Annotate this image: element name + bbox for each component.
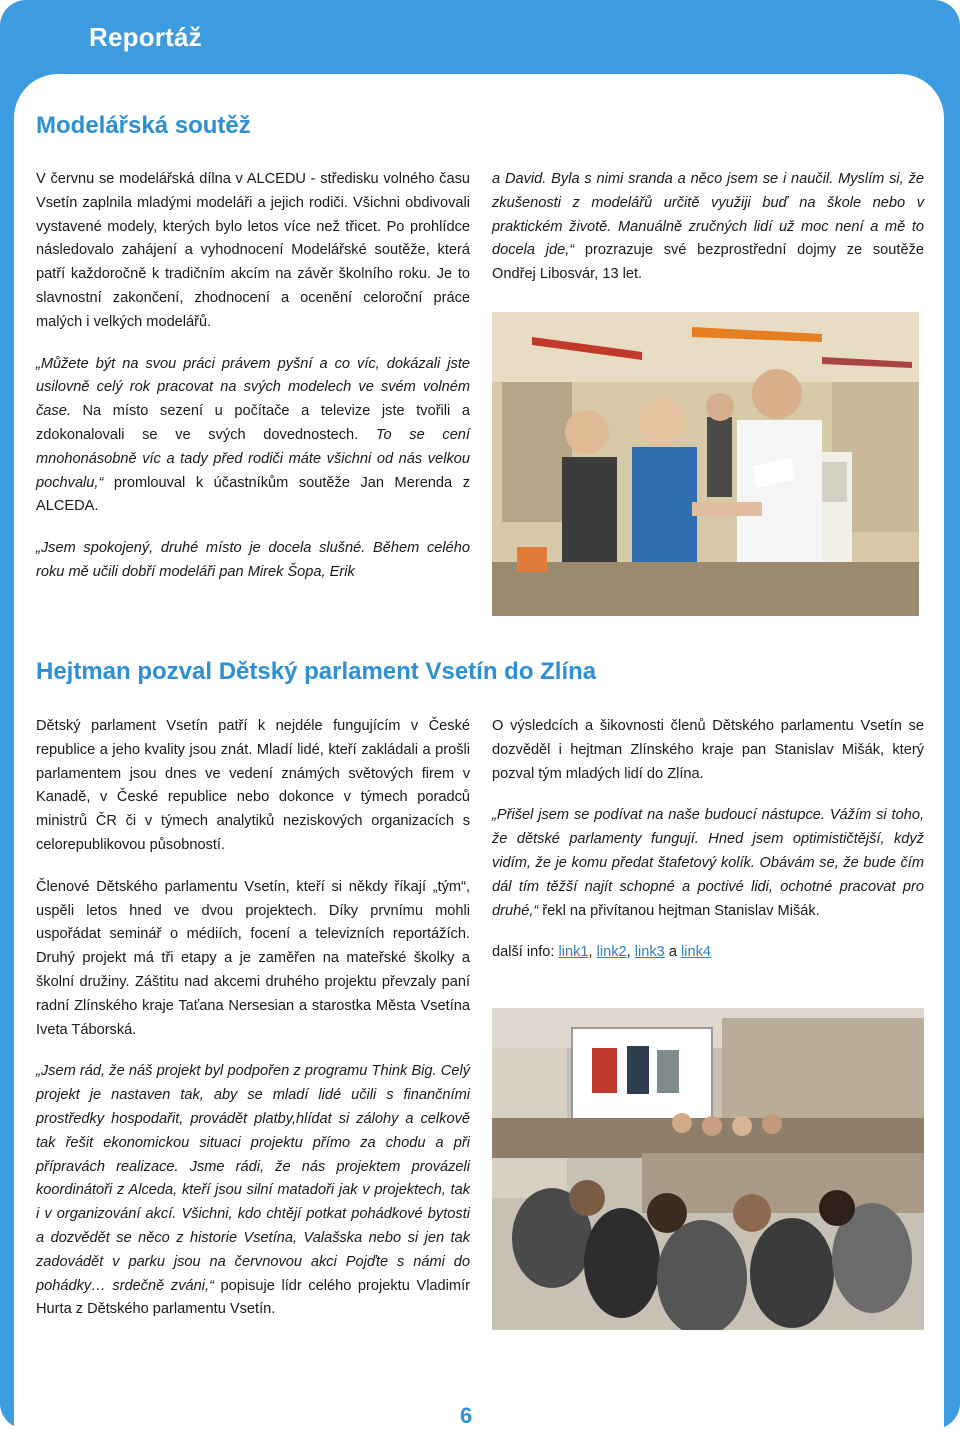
page-number: 6 xyxy=(460,1403,473,1428)
article2-attribution-hurta: popisuje lídr celého projektu Vladimír Hurta z Dětského parlamentu Vsetín. xyxy=(36,1277,470,1318)
text-segment: prozrazuje své bezprostřední dojmy ze soutěže Ondřej Libosvár, 13 let. xyxy=(492,242,924,283)
text-segment: promlouval k účastníkům soutěže Jan Merenda z ALCEDA. xyxy=(36,474,471,515)
more-info-label: další info: xyxy=(492,944,559,961)
article2-column-right xyxy=(492,715,924,965)
quote-segment: a David. Byla s nimi sranda a něco jsem se i naučil. Myslím si, že zkušenosti z modelářů určitě využiji buď na škole nebo v praktickém životě. Manuálně zručných lidí už moc není a mě to docela jde,“ xyxy=(492,171,924,259)
more-info xyxy=(492,941,924,965)
link-4[interactable]: link4 xyxy=(681,944,712,961)
article1-paragraph: V červnu se modelářská dílna v ALCEDU - středisku volného času Vsetín zaplnila mladými modeláři a jejich rodiči. Všichni obdivovali vystavené modely, kterých bylo letos více než třicet. Po prohlídce následovalo zahájení a vyhodnocení Modelářské soutěže, která patří každoročně k tradičním akcím na závěr školního roku. Je to slavnostní zakončení, zhodnocení a ocenění celoroční práce malých i velkých modelářů. xyxy=(36,171,470,330)
article2-paragraph-right-2 xyxy=(492,804,924,923)
link-1[interactable]: link1 xyxy=(558,944,589,961)
article1-title: Modelářská soutěž xyxy=(36,112,251,139)
article2-paragraph-1: Dětský parlament Vsetín patří k nejdéle fungujícím v České republice a jeho kvality jsou znát. Mladí lidé, kteří zakládali a prošli parlamentem jsou dnes ve vedení známých světových firem v Kanadě, v České republice nebo dokonce v týmech poradců ministrů ČR či v týmech analytiků neziskových organizacích s celorepublikovou působností. xyxy=(36,718,470,853)
text-segment: Na místo sezení u počítače a televize jste tvořili a zdokonalovali se ve svých dovednostech. xyxy=(36,403,470,443)
section-header: Reportáž xyxy=(89,22,202,52)
article1-paragraph-right xyxy=(492,168,924,287)
article2-paragraph-2: Členové Dětského parlamentu Vsetín, kteří si někdy říkají „tým“, uspěli letos hned ve dvou projektech. Díky prvnímu mohli uspořádat seminář o médiích, focení a televizních reportážích. Druhý projekt má tři etapy a je zaměřen na mateřské školky a školní družiny. Záštitu nad akcemi druhého projektu převzaly paní radní Zlínského kraje Taťana Nersesian a starostka Města Vsetína Iveta Táborská. xyxy=(36,878,470,1038)
photo-award-handshake xyxy=(492,312,919,616)
photo-meeting-room xyxy=(492,1008,924,1330)
link-3[interactable]: link3 xyxy=(634,944,665,961)
article1-column-left xyxy=(36,168,470,585)
article2-title: Hejtman pozval Dětský parlament Vsetín do Zlína xyxy=(36,658,597,685)
link-2[interactable]: link2 xyxy=(596,944,627,961)
article2-quote-hurta: „Jsem rád, že náš projekt byl podpořen z programu Think Big. Celý projekt je nastaven tak, aby se mladí lidé učili s finančními prostředky hospodařit, provádět platby,hlídat si zálohy a celkově tak řešit ekonomickou situaci projektu přímo za chodu a při přípravách realizace. Jsme rádi, že nás projektem provázeli koordinátoři z Alceda, kteří jsou silní matadoři jak v projektech, tak i v organizování akcí. Všichni, kdo chtějí potkat pohádkové bytosti a dozvědět se něco z historie Vsetína, Valašska nebo si jen tak zadovádět v parku jsou na červnovou akci Pojďte s námi do pohádky… srdečně zváni,“ xyxy=(36,1063,470,1294)
article2-photo xyxy=(492,1008,924,1330)
article2-paragraph-3 xyxy=(36,1060,470,1322)
article1-quote: „Jsem spokojený, druhé místo je docela slušné. Během celého roku mě učili dobří modeláři pan Mirek Šopa, Erik xyxy=(36,540,470,580)
article1-quote-paragraph xyxy=(36,353,470,520)
quote-segment: To se cení mnohonásobně víc a tady před rodiči máte všichni od nás velkou pochvalu,“ xyxy=(36,426,470,491)
article2-quote-misak: „Přišel jsem se podívat na naše budoucí nástupce. Vážím si toho, že dětské parlamenty fungují. Hned jsem optimističtější, když vidím, že je komu předat štafetový kolík. Obávám se, že bude čím dál tím těžší najít schopné a poctivé lidi, ochotné pracovat pro druhé,“ xyxy=(492,807,924,919)
quote-segment: „Můžete být na svou práci právem pyšní a co víc, dokázali jste usilovně celý rok pracovat na svých modelech ve svém volném čase. xyxy=(36,355,470,420)
link-conjunction: a xyxy=(664,944,682,961)
article1-photo xyxy=(492,312,919,616)
article2-column-left xyxy=(36,715,470,1322)
article2-attribution-misak: řekl na přivítanou hejtman Stanislav Mišák. xyxy=(542,902,820,919)
link-separator: , xyxy=(588,944,597,961)
article1-column-right xyxy=(492,168,924,287)
link-separator: , xyxy=(626,944,635,961)
article2-paragraph-right-1: O výsledcích a šikovnosti členů Dětského parlamentu Vsetín se dozvěděl i hejtman Zlínského kraje pan Stanislav Mišák, který pozval tým mladých lidí do Zlína. xyxy=(492,718,924,782)
